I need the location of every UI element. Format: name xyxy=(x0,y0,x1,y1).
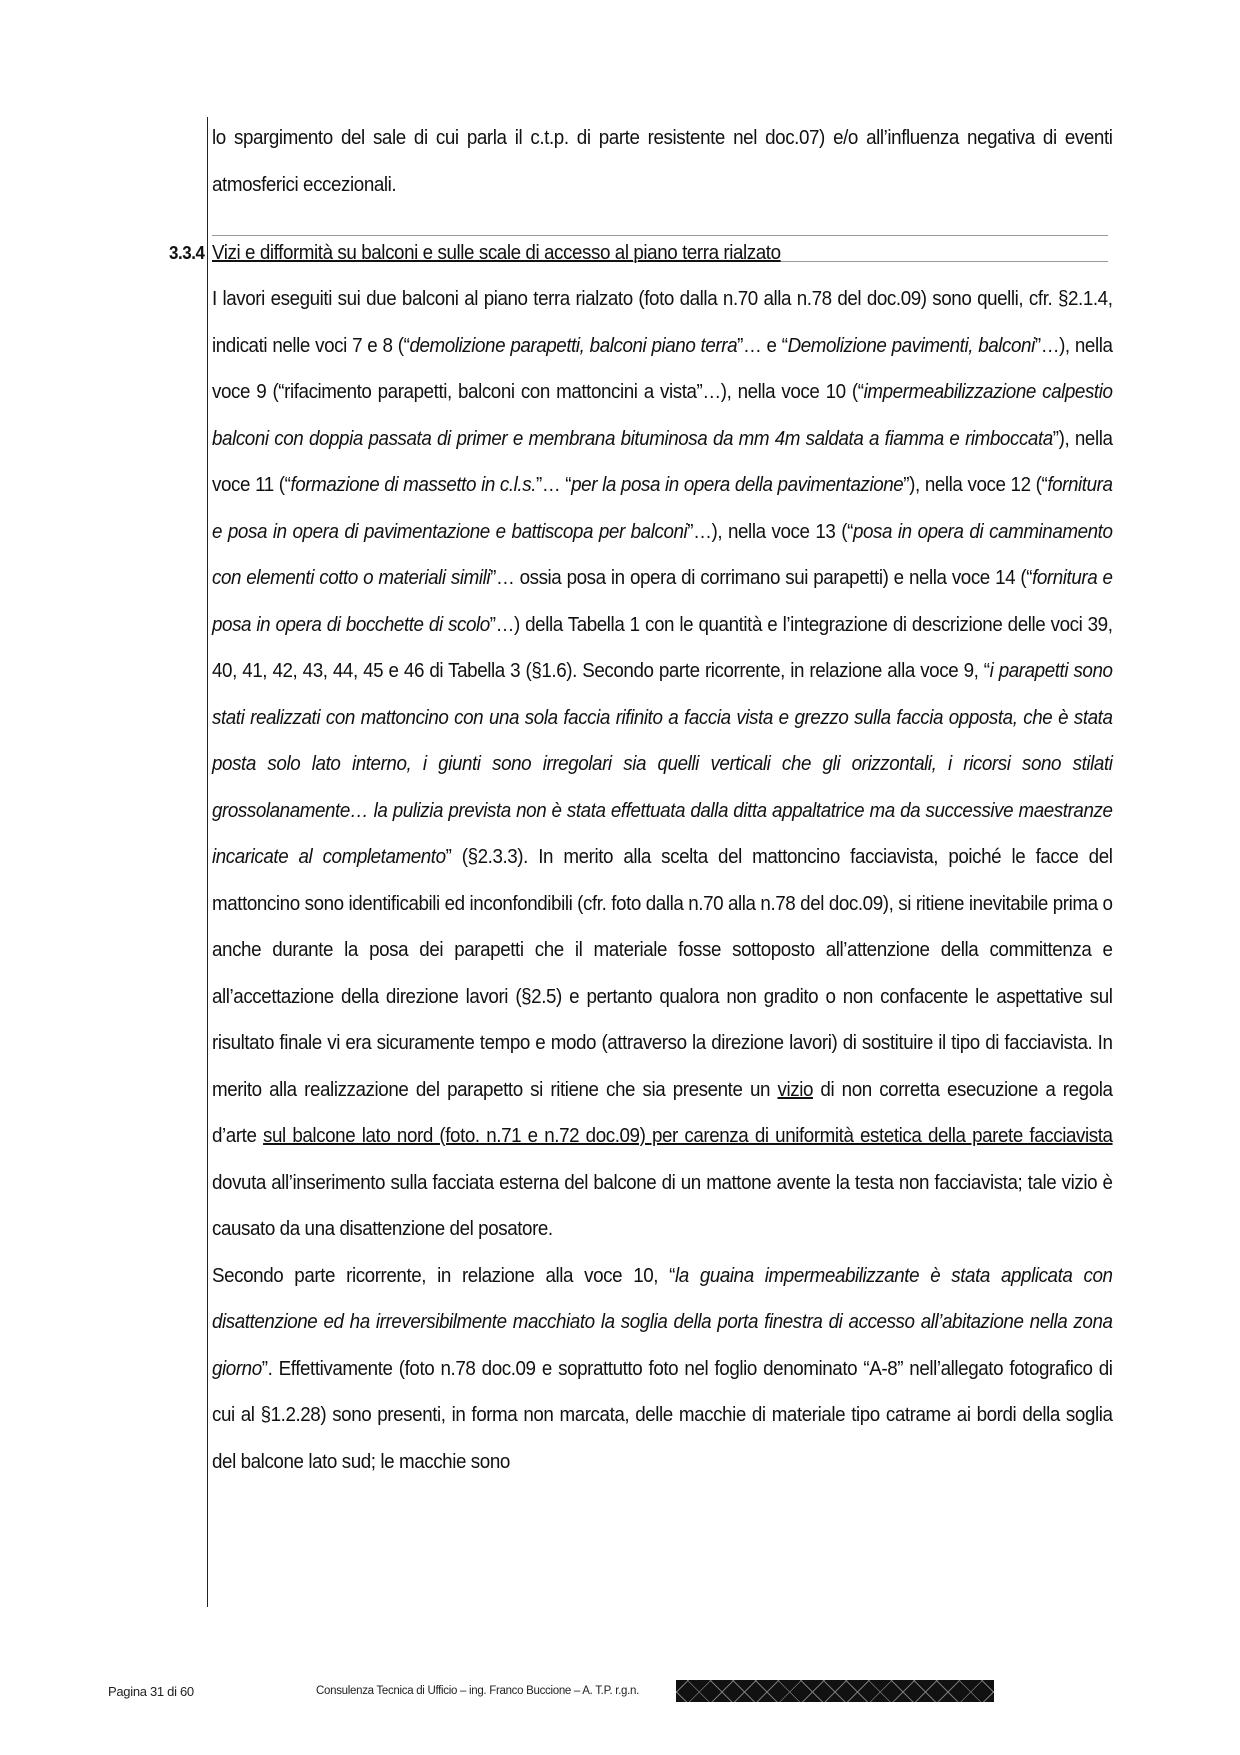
text-run: di non corretta esecuzione a regola d’arte xyxy=(212,1078,1113,1147)
quote-run: fornitura e posa in opera di pavimentazione e battiscopa per balconi xyxy=(212,474,1113,543)
quote-run: la guaina impermeabilizzante è stata applicata con disattenzione ed ha irreversibilmente macchiato la soglia della porta finestra di accesso all’abitazione nella zona giorno xyxy=(212,1264,1113,1380)
quote-run: impermeabilizzazione calpestio balconi con doppia passata di primer e membrana bituminosa da mm 4m saldata a fiamma e rimboccata xyxy=(212,381,1113,450)
section-title: Vizi e difformità su balconi e sulle scale di accesso al piano terra rialzato xyxy=(212,242,781,264)
text-run: ”), nella voce 12 (“ xyxy=(903,474,1048,496)
quote-run: Demolizione pavimenti, balconi xyxy=(787,334,1035,357)
text-run: ”… “ xyxy=(536,474,572,496)
text-run: ”… ossia posa in opera di corrimano sui parapetti) e nella voce 14 (“ xyxy=(490,567,1033,589)
quote-run: i parapetti sono stati realizzati con mattoncino con una sola faccia rifinito a faccia vista e grezzo sulla faccia opposta, che è stata posta solo lato interno, i giunti sono irregolari sia quelli verticali che gli orizzontali, i ricorsi sono stilati grossolanamente… la pulizia prevista non è stata effettuata dalla ditta appaltatrice ma da successive maestranze incaricate al completamento xyxy=(212,660,1113,868)
left-margin-rule xyxy=(207,117,208,1607)
paragraph-2 xyxy=(212,1253,1113,1486)
text-run: dovuta all’inserimento sulla facciata esterna del balcone di un mattone avente la testa non facciavista; tale vizio è causato da una disattenzione del posatore. xyxy=(212,1171,1113,1240)
section-heading xyxy=(168,230,1113,276)
redacted-block xyxy=(676,1680,994,1702)
text-run: ” (§2.3.3). In merito alla scelta del mattoncino facciavista, poiché le facce del mattoncino sono identificabili ed inconfondibili (cfr. foto dalla n.70 alla n.78 del doc.09), si ritiene inevitabile prima o anche durante la posa dei parapetti che il materiale fosse sottoposto all’attenzione della committenza e all’accettazione della direzione lavori (§2.5) e pertanto qualora non gradito o non confacente le aspettative sul risultato finale vi era sicuramente tempo e modo (attraverso la direzione lavori) di sostituire il tipo di facciavista. In merito alla realizzazione del parapetto si ritiene che sia presente un xyxy=(212,846,1113,1101)
quote-run: formazione di massetto in c.l.s. xyxy=(290,474,537,496)
quote-run: per la posa in opera della pavimentazione xyxy=(571,474,904,496)
text-run: ”… e “ xyxy=(737,334,788,357)
text-run: ”…), nella voce 13 (“ xyxy=(687,520,853,543)
quote-run: posa in opera di camminamento con elementi cotto o materiali simili xyxy=(212,520,1113,589)
text-run: ”…) della Tabella 1 con le quantità e l’integrazione di descrizione delle voci 39, 40, 41, 42, 43, 44, 45 e 46 di Tabella 3 (§1.6). Secondo parte ricorrente, in relazione alla voce 9, “ xyxy=(212,613,1113,682)
underlined-run: sul balcone lato nord (foto. n.71 e n.72 doc.09) per carenza di uniformità estetica della parete facciavista xyxy=(263,1125,1113,1147)
text-run: ”. Effettivamente (foto n.78 doc.09 e soprattutto foto nel foglio denominato “A-8” nell’allegato fotografico di cui al §1.2.28) sono presenti, in forma non marcata, delle macchie di materiale tipo catrame ai bordi della soglia del balcone lato sud; le macchie sono xyxy=(212,1357,1113,1473)
footer-credit: Consulenza Tecnica di Ufficio – ing. Franco Buccione – A. T.P. r.g.n. xyxy=(316,1685,640,1697)
text-run: I lavori eseguiti sui due balconi al piano terra rialzato (foto dalla n.70 alla n.78 del doc.09) sono quelli, cfr. §2.1.4, indicati nelle voci 7 e 8 (“ xyxy=(212,288,1113,357)
continuation-paragraph: lo spargimento del sale di cui parla il c.t.p. di parte resistente nel doc.07) e/o all’influenza negativa di eventi atmosferici eccezionali. xyxy=(212,127,1113,196)
quote-run: demolizione parapetti, balconi piano terra xyxy=(409,334,738,357)
text-run: ”…), nella voce 9 (“rifacimento parapetti, balconi con mattoncini a vista”…), nella voce 10 (“ xyxy=(212,334,1113,403)
section-number: 3.3.4 xyxy=(168,243,205,263)
page-body xyxy=(168,115,1113,1485)
page-footer xyxy=(0,1680,1240,1706)
underlined-run: vizio xyxy=(777,1078,813,1101)
text-run: ”), nella voce 11 (“ xyxy=(212,427,1113,496)
page-number: Pagina 31 di 60 xyxy=(108,1684,194,1699)
text-run: Secondo parte ricorrente, in relazione alla voce 10, “ xyxy=(212,1264,675,1287)
paragraph-1 xyxy=(212,276,1113,1253)
quote-run: fornitura e posa in opera di bocchette di scolo xyxy=(212,567,1113,636)
